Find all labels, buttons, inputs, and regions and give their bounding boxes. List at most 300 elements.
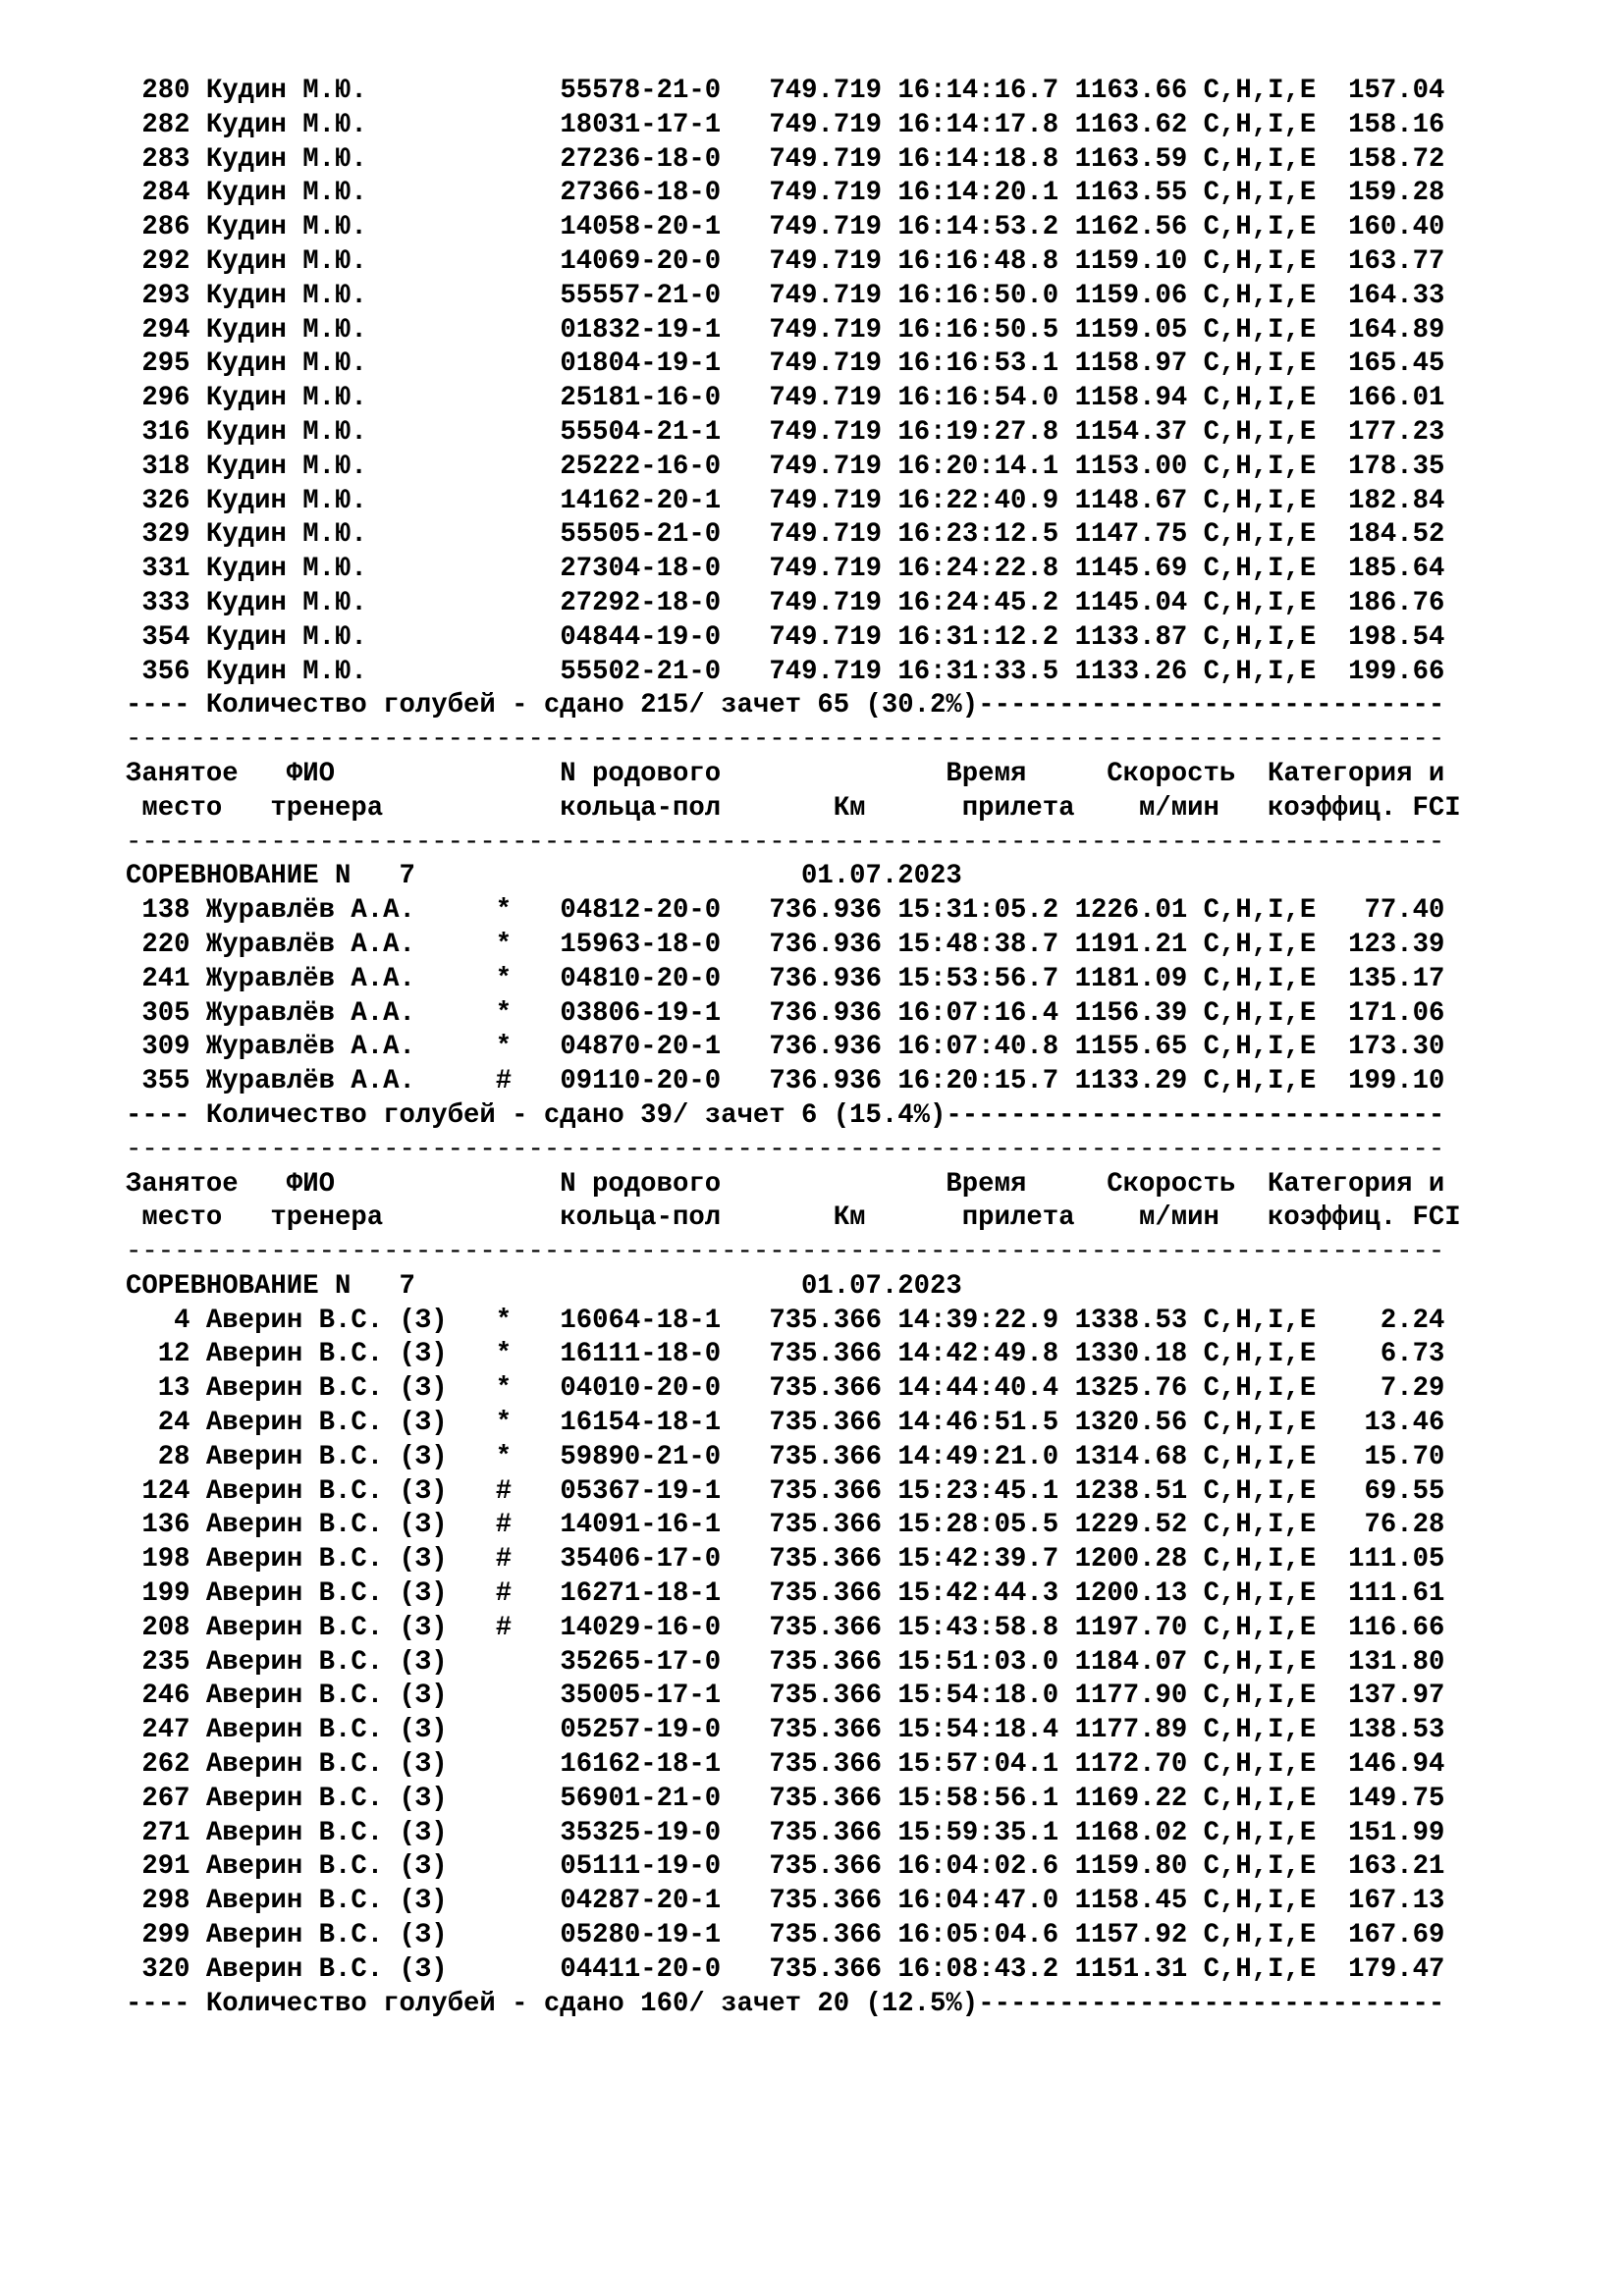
- spacer: [1187, 519, 1203, 550]
- spacer: [1058, 1373, 1074, 1404]
- ring-number: 04812-20-0: [560, 895, 722, 927]
- speed: 1200.28: [1074, 1544, 1188, 1575]
- spacer: [479, 1647, 495, 1678]
- fancier-name: Кудин М.Ю.: [205, 280, 480, 311]
- result-row: [126, 1680, 1598, 1714]
- fancier-name: Журавлёв А.А.: [205, 1032, 480, 1063]
- distance-km: 749.719: [769, 383, 882, 414]
- result-row: [126, 1475, 1598, 1510]
- row-mark: [496, 144, 512, 175]
- distance-km: 736.936: [769, 929, 882, 960]
- spacer: [1316, 246, 1331, 277]
- spacer: [1187, 1306, 1203, 1336]
- speed: 1158.94: [1074, 383, 1188, 414]
- fancier-name: Журавлёв А.А.: [205, 997, 480, 1029]
- row-mark: [496, 1886, 512, 1916]
- spacer: [882, 1032, 897, 1062]
- spacer: [721, 1442, 769, 1472]
- place-number: 356: [126, 656, 190, 687]
- fci-coefficient: 151.99: [1331, 1817, 1445, 1848]
- spacer: [1058, 1851, 1074, 1882]
- spacer: [721, 212, 769, 242]
- spacer: [1187, 246, 1203, 277]
- spacer: [190, 1818, 206, 1848]
- summary-line: [126, 689, 1598, 723]
- result-row: [126, 894, 1598, 929]
- category: C,H,I,E: [1203, 1817, 1317, 1848]
- place-number: 208: [126, 1612, 190, 1643]
- arrival-time: 16:20:14.1: [897, 451, 1059, 482]
- spacer: [721, 1578, 769, 1609]
- row-mark: *: [495, 1373, 513, 1405]
- fci-coefficient: 199.66: [1331, 656, 1445, 687]
- spacer: [512, 1578, 560, 1609]
- speed: 1168.02: [1074, 1817, 1188, 1848]
- row-mark: *: [495, 895, 513, 927]
- row-mark: [496, 588, 512, 618]
- category: C,H,I,E: [1203, 109, 1317, 140]
- spacer: [721, 1818, 769, 1848]
- category: C,H,I,E: [1203, 1851, 1317, 1883]
- category: C,H,I,E: [1203, 519, 1317, 551]
- fancier-name: Аверин В.С. (З): [205, 1612, 480, 1643]
- spacer: [721, 1886, 769, 1916]
- spacer: [479, 1544, 495, 1575]
- row-mark: [496, 1681, 512, 1711]
- spacer: [1316, 1954, 1331, 1985]
- fancier-name: Аверин В.С. (З): [205, 1715, 480, 1746]
- spacer: [190, 1510, 206, 1540]
- category: C,H,I,E: [1203, 143, 1317, 175]
- distance-km: 735.366: [769, 1715, 882, 1746]
- spacer: [1187, 1681, 1203, 1711]
- place-number: 318: [126, 451, 190, 482]
- competition-date: 01.07.2023: [801, 861, 962, 892]
- spacer: [479, 1886, 495, 1916]
- spacer: [882, 281, 897, 311]
- fancier-name: Журавлёв А.А.: [205, 895, 480, 927]
- fci-coefficient: 123.39: [1331, 929, 1445, 960]
- category: C,H,I,E: [1203, 1510, 1317, 1541]
- spacer: [1187, 1408, 1203, 1438]
- spacer: [190, 1476, 206, 1507]
- spacer: [190, 1306, 206, 1336]
- spacer: [190, 1886, 206, 1916]
- spacer: [1058, 895, 1074, 926]
- result-row: [126, 1646, 1598, 1681]
- result-row: [126, 518, 1598, 553]
- arrival-time: 16:07:40.8: [897, 1032, 1059, 1063]
- spacer: [1187, 417, 1203, 448]
- distance-km: 735.366: [769, 1851, 882, 1883]
- spacer: [1058, 1408, 1074, 1438]
- fancier-name: Аверин В.С. (З): [205, 1339, 480, 1370]
- place-number: 220: [126, 929, 190, 960]
- spacer: [512, 1715, 560, 1745]
- place-number: 286: [126, 212, 190, 243]
- spacer: [1316, 1442, 1331, 1472]
- ring-number: 55578-21-0: [560, 76, 722, 106]
- speed: 1184.07: [1074, 1646, 1188, 1678]
- spacer: [190, 1920, 206, 1950]
- ring-number: 01832-19-1: [560, 314, 722, 346]
- row-mark: [496, 1818, 512, 1848]
- fci-coefficient: 111.05: [1331, 1544, 1445, 1575]
- speed: 1145.04: [1074, 587, 1188, 618]
- category: C,H,I,E: [1203, 1920, 1317, 1951]
- spacer: [512, 1442, 560, 1472]
- spacer: [1316, 1578, 1331, 1609]
- competition-line: [126, 860, 1598, 894]
- spacer: [882, 1647, 897, 1678]
- summary-line: [126, 1099, 1598, 1134]
- spacer: [1058, 1578, 1074, 1609]
- spacer: [1316, 452, 1331, 482]
- arrival-time: 14:46:51.5: [897, 1408, 1059, 1439]
- spacer: [190, 144, 206, 175]
- place-number: 294: [126, 314, 190, 346]
- arrival-time: 14:39:22.9: [897, 1305, 1059, 1336]
- ring-number: 27366-18-0: [560, 178, 722, 209]
- arrival-time: 16:24:22.8: [897, 554, 1059, 585]
- spacer: [512, 554, 560, 584]
- distance-km: 749.719: [769, 485, 882, 516]
- spacer: [1058, 76, 1074, 106]
- result-row: [126, 1577, 1598, 1612]
- distance-km: 749.719: [769, 656, 882, 687]
- spacer: [882, 1442, 897, 1472]
- row-mark: [496, 1920, 512, 1950]
- fci-coefficient: 177.23: [1331, 416, 1445, 448]
- spacer: [1187, 452, 1203, 482]
- arrival-time: 15:28:05.5: [897, 1510, 1059, 1541]
- spacer: [1058, 1784, 1074, 1814]
- category: C,H,I,E: [1203, 348, 1317, 380]
- spacer: [190, 486, 206, 516]
- spacer: [1058, 1066, 1074, 1096]
- category: C,H,I,E: [1203, 997, 1317, 1029]
- fci-coefficient: 69.55: [1331, 1475, 1445, 1507]
- spacer: [721, 1784, 769, 1814]
- result-row: [126, 1372, 1598, 1407]
- spacer: [882, 76, 897, 106]
- distance-km: 736.936: [769, 963, 882, 994]
- spacer: [190, 930, 206, 960]
- fancier-name: Кудин М.Ю.: [205, 656, 480, 687]
- row-mark: [496, 1954, 512, 1985]
- fci-coefficient: 184.52: [1331, 519, 1445, 551]
- result-row: [126, 587, 1598, 621]
- place-number: 329: [126, 519, 190, 551]
- place-number: 354: [126, 621, 190, 653]
- spacer: [1316, 417, 1331, 448]
- category: C,H,I,E: [1203, 280, 1317, 311]
- spacer: [1058, 930, 1074, 960]
- speed: 1156.39: [1074, 997, 1188, 1029]
- result-row: [126, 929, 1598, 963]
- spacer: [721, 1408, 769, 1438]
- row-mark: [496, 417, 512, 448]
- spacer: [1316, 1784, 1331, 1814]
- column-header: Занятое ФИО N родового Время Скорость Категория и: [126, 758, 1445, 789]
- fci-coefficient: 159.28: [1331, 178, 1445, 209]
- place-number: 309: [126, 1032, 190, 1063]
- spacer: [882, 246, 897, 277]
- spacer: [882, 1886, 897, 1916]
- spacer: [1187, 1510, 1203, 1540]
- speed: 1162.56: [1074, 212, 1188, 243]
- category: C,H,I,E: [1203, 1305, 1317, 1336]
- spacer: [512, 246, 560, 277]
- rule: ----------------------------------------------------------------------------------: [126, 1134, 1445, 1165]
- fancier-name: Кудин М.Ю.: [205, 109, 480, 140]
- spacer: [882, 622, 897, 653]
- spacer: [512, 110, 560, 140]
- result-row: [126, 1612, 1598, 1646]
- result-row: [126, 314, 1598, 348]
- category: C,H,I,E: [1203, 76, 1317, 106]
- category: C,H,I,E: [1203, 1953, 1317, 1985]
- spacer: [1187, 930, 1203, 960]
- fci-coefficient: 7.29: [1331, 1373, 1445, 1405]
- place-number: 12: [126, 1339, 190, 1370]
- place-number: 262: [126, 1749, 190, 1781]
- spacer: [479, 1408, 495, 1438]
- arrival-time: 16:14:18.8: [897, 143, 1059, 175]
- fancier-name: Кудин М.Ю.: [205, 348, 480, 380]
- fancier-name: Аверин В.С. (З): [205, 1475, 480, 1507]
- spacer: [512, 417, 560, 448]
- row-mark: *: [495, 1305, 513, 1336]
- speed: 1238.51: [1074, 1475, 1188, 1507]
- spacer: [190, 895, 206, 926]
- distance-km: 735.366: [769, 1681, 882, 1712]
- result-row: [126, 347, 1598, 382]
- arrival-time: 15:23:45.1: [897, 1475, 1059, 1507]
- spacer: [190, 1784, 206, 1814]
- distance-km: 735.366: [769, 1749, 882, 1781]
- spacer: [479, 1749, 495, 1780]
- fancier-name: Аверин В.С. (З): [205, 1408, 480, 1439]
- rule: -----------------------------: [978, 1988, 1445, 2019]
- category: C,H,I,E: [1203, 416, 1317, 448]
- category: C,H,I,E: [1203, 1339, 1317, 1370]
- ring-number: 56901-21-0: [560, 1783, 722, 1814]
- ring-number: 16064-18-1: [560, 1305, 722, 1336]
- place-number: 284: [126, 178, 190, 209]
- distance-km: 735.366: [769, 1783, 882, 1814]
- spacer: [721, 110, 769, 140]
- spacer: [190, 998, 206, 1029]
- spacer: [882, 212, 897, 242]
- spacer: [512, 178, 560, 208]
- ring-number: 04870-20-1: [560, 1032, 722, 1063]
- distance-km: 736.936: [769, 1066, 882, 1097]
- fancier-name: Аверин В.С. (З): [205, 1953, 480, 1985]
- fci-coefficient: 185.64: [1331, 554, 1445, 585]
- spacer: [1058, 1886, 1074, 1916]
- fancier-name: Кудин М.Ю.: [205, 485, 480, 516]
- spacer: [721, 588, 769, 618]
- spacer: [1187, 1066, 1203, 1096]
- spacer: [479, 1306, 495, 1336]
- spacer: [190, 281, 206, 311]
- distance-km: 735.366: [769, 1339, 882, 1370]
- row-mark: #: [495, 1066, 513, 1097]
- spacer: [721, 1373, 769, 1404]
- category: C,H,I,E: [1203, 1749, 1317, 1781]
- spacer: [1187, 657, 1203, 687]
- spacer: [1187, 998, 1203, 1029]
- spacer: [190, 417, 206, 448]
- spacer: [882, 348, 897, 379]
- spacer: [479, 452, 495, 482]
- spacer: [882, 1510, 897, 1540]
- spacer: [882, 1920, 897, 1950]
- spacer: [1316, 1818, 1331, 1848]
- spacer: [512, 1510, 560, 1540]
- spacer: [1316, 383, 1331, 413]
- row-mark: *: [495, 1408, 513, 1439]
- fci-coefficient: 178.35: [1331, 451, 1445, 482]
- distance-km: 735.366: [769, 1408, 882, 1439]
- ring-number: 05367-19-1: [560, 1475, 722, 1507]
- spacer: [882, 930, 897, 960]
- fci-coefficient: 179.47: [1331, 1953, 1445, 1985]
- fancier-name: Кудин М.Ю.: [205, 143, 480, 175]
- distance-km: 735.366: [769, 1544, 882, 1575]
- arrival-time: 16:16:50.5: [897, 314, 1059, 346]
- speed: 1177.90: [1074, 1681, 1188, 1712]
- spacer: [721, 452, 769, 482]
- spacer: [1058, 1647, 1074, 1678]
- arrival-time: 16:04:02.6: [897, 1851, 1059, 1883]
- speed: 1145.69: [1074, 554, 1188, 585]
- row-mark: [496, 622, 512, 653]
- place-number: 320: [126, 1953, 190, 1985]
- fci-coefficient: 6.73: [1331, 1339, 1445, 1370]
- spacer: [1058, 1476, 1074, 1507]
- spacer: [1058, 110, 1074, 140]
- fci-coefficient: 137.97: [1331, 1681, 1445, 1712]
- distance-km: 735.366: [769, 1920, 882, 1951]
- competition-label: СОРЕВНОВАНИЕ N 7: [126, 861, 415, 892]
- spacer: [479, 1681, 495, 1711]
- spacer: [190, 1408, 206, 1438]
- spacer: [1058, 622, 1074, 653]
- spacer: [512, 1749, 560, 1780]
- spacer: [882, 964, 897, 994]
- spacer: [479, 1851, 495, 1882]
- ring-number: 16162-18-1: [560, 1749, 722, 1781]
- fancier-name: Аверин В.С. (З): [205, 1749, 480, 1781]
- row-mark: *: [495, 929, 513, 960]
- competition-line: [126, 1270, 1598, 1305]
- arrival-time: 16:24:45.2: [897, 587, 1059, 618]
- place-number: 24: [126, 1408, 190, 1439]
- result-row: [126, 143, 1598, 178]
- result-row: [126, 1714, 1598, 1748]
- place-number: 124: [126, 1475, 190, 1507]
- fci-coefficient: 163.21: [1331, 1851, 1445, 1883]
- spacer: [1058, 281, 1074, 311]
- ring-number: 09110-20-0: [560, 1066, 722, 1097]
- spacer: [479, 657, 495, 687]
- distance-km: 749.719: [769, 348, 882, 380]
- fci-coefficient: 167.69: [1331, 1920, 1445, 1951]
- distance-km: 749.719: [769, 519, 882, 551]
- spacer: [1058, 1339, 1074, 1369]
- spacer: [1187, 212, 1203, 242]
- column-header-line-2: [126, 792, 1598, 827]
- spacer: [721, 486, 769, 516]
- distance-km: 749.719: [769, 212, 882, 243]
- spacer: [512, 1544, 560, 1575]
- row-mark: [496, 1749, 512, 1780]
- arrival-time: 16:16:50.0: [897, 280, 1059, 311]
- spacer: [882, 1818, 897, 1848]
- ring-number: 04411-20-0: [560, 1953, 722, 1985]
- spacer: [1316, 281, 1331, 311]
- distance-km: 749.719: [769, 587, 882, 618]
- ring-number: 55502-21-0: [560, 656, 722, 687]
- spacer: [1316, 110, 1331, 140]
- spacer: [479, 315, 495, 346]
- category: C,H,I,E: [1203, 1544, 1317, 1575]
- column-header: Занятое ФИО N родового Время Скорость Категория и: [126, 1168, 1445, 1200]
- spacer: [479, 281, 495, 311]
- spacer: [721, 1544, 769, 1575]
- summary-text: ---- Количество голубей - сдано 160/ зачет 20 (12.5%): [126, 1988, 979, 2019]
- column-header: место тренера кольца-пол Км прилета м/мин коэффиц. FCI: [126, 792, 1461, 824]
- arrival-time: 16:19:27.8: [897, 416, 1059, 448]
- spacer: [479, 212, 495, 242]
- spacer: [479, 1476, 495, 1507]
- spacer: [1187, 1954, 1203, 1985]
- spacer: [1316, 1408, 1331, 1438]
- arrival-time: 16:16:54.0: [897, 383, 1059, 414]
- spacer: [1058, 315, 1074, 346]
- distance-km: 735.366: [769, 1953, 882, 1985]
- spacer: [512, 1032, 560, 1062]
- result-row: [126, 382, 1598, 416]
- spacer: [1316, 212, 1331, 242]
- spacer: [1058, 1954, 1074, 1985]
- row-mark: [496, 383, 512, 413]
- arrival-time: 15:48:38.7: [897, 929, 1059, 960]
- fancier-name: Кудин М.Ю.: [205, 383, 480, 414]
- arrival-time: 15:59:35.1: [897, 1817, 1059, 1848]
- fancier-name: Аверин В.С. (З): [205, 1783, 480, 1814]
- row-mark: [496, 1784, 512, 1814]
- fci-coefficient: 182.84: [1331, 485, 1445, 516]
- spacer: [479, 930, 495, 960]
- rule: ----------------------------------------------------------------------------------: [126, 827, 1445, 858]
- ring-number: 05280-19-1: [560, 1920, 722, 1951]
- spacer: [1058, 452, 1074, 482]
- spacer: [1316, 1749, 1331, 1780]
- spacer: [479, 1339, 495, 1369]
- spacer: [882, 1749, 897, 1780]
- speed: 1163.55: [1074, 178, 1188, 209]
- spacer: [512, 1851, 560, 1882]
- result-row: [126, 1817, 1598, 1851]
- fci-coefficient: 164.33: [1331, 280, 1445, 311]
- fci-coefficient: 131.80: [1331, 1646, 1445, 1678]
- result-row: [126, 245, 1598, 280]
- speed: 1181.09: [1074, 963, 1188, 994]
- ring-number: 35005-17-1: [560, 1681, 722, 1712]
